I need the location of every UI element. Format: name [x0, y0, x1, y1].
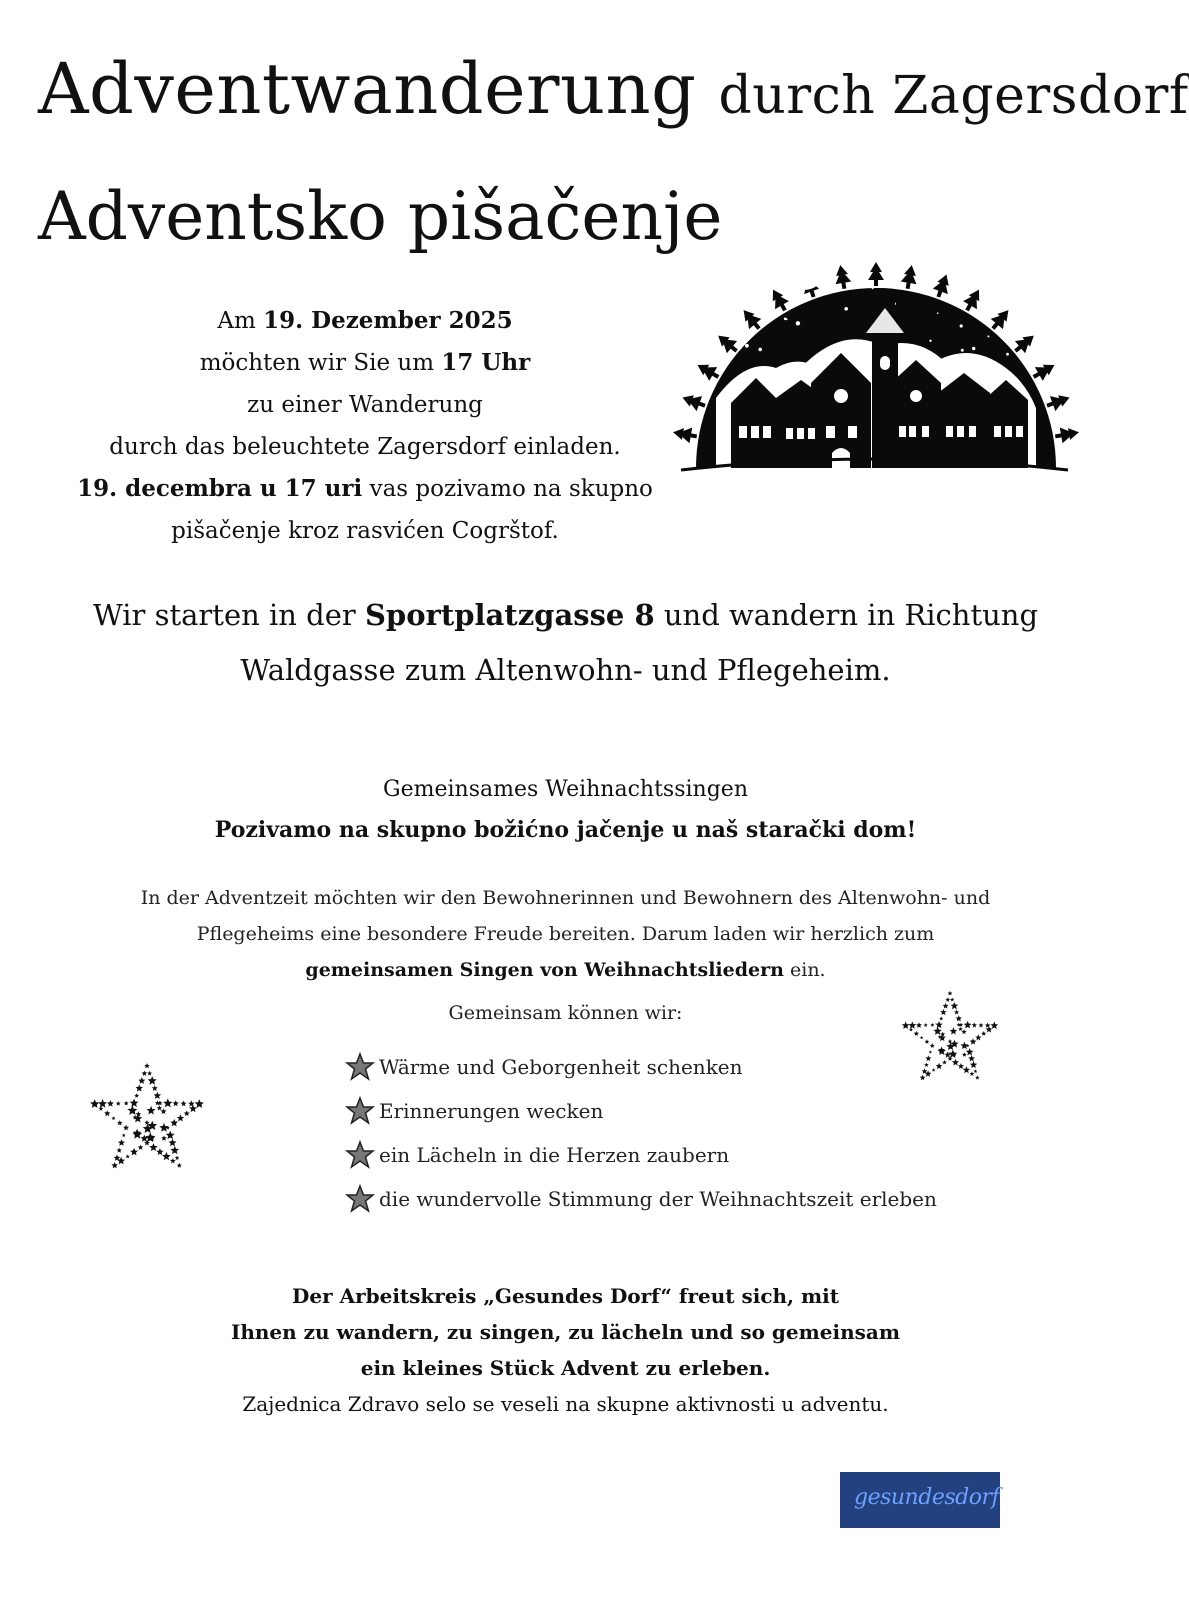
star-bullet-icon [345, 1096, 375, 1126]
winter-village-silhouette-icon [676, 168, 1070, 480]
dotted-star-icon [88, 1062, 206, 1180]
closing-block [60, 1278, 1071, 1422]
invitation-text: Am [217, 308, 264, 334]
singing-heading: Gemeinsames Weihnachtssingen [383, 777, 748, 802]
invitation-text-croatian: vas pozivamo na skupno [362, 476, 653, 502]
list-item-text: ein Lächeln in die Herzen zaubern [379, 1143, 730, 1167]
list-item [345, 1045, 937, 1089]
route-destination: Waldgasse zum Altenwohn- und Pflegeheim. [240, 653, 891, 687]
event-time: 17 Uhr [441, 349, 531, 376]
star-bullet-icon [345, 1052, 375, 1082]
paragraph-emphasis: gemeinsamen Singen von Weihnachtsliedern [305, 959, 784, 981]
closing-text: Ihnen zu wandern, zu singen, zu lächeln und so gemeinsam [230, 1320, 901, 1344]
route-block [60, 588, 1071, 698]
list-item [345, 1089, 937, 1133]
logo-text: gesundesdorf [854, 1485, 1000, 1510]
list-item [345, 1177, 937, 1221]
route-text: Wir starten in der [92, 598, 365, 632]
event-date-croatian: 19. decembra u 17 uri [77, 475, 363, 502]
closing-text: ein kleines Stück Advent zu erleben. [360, 1356, 771, 1380]
title-rest: durch Zagersdorf [718, 66, 1189, 126]
closing-text: Der Arbeitskreis „Gesundes Dorf“ freut sich, mit [292, 1284, 839, 1308]
dotted-star-icon [900, 990, 1000, 1090]
paragraph-text: In der Adventzeit möchten wir den Bewohnerinnen und Bewohnern des Altenwohn- und Pflegeheims eine besondere Freude bereiten. Darum laden wir herzlich zum [140, 887, 991, 945]
page-title-croatian: Adventsko pišačenje [38, 178, 723, 255]
singing-heading-croatian: Pozivamo na skupno božićno jačenje u naš starački dom! [214, 817, 917, 843]
benefits-list [345, 1045, 937, 1221]
paragraph-text: ein. [783, 959, 826, 981]
singing-paragraph [120, 880, 1011, 988]
event-date: 19. Dezember 2025 [263, 307, 513, 334]
start-address: Sportplatzgasse 8 [364, 598, 655, 632]
invitation-text-croatian: pišačenje kroz rasvićen Cogrštof. [171, 518, 559, 544]
list-intro: Gemeinsam können wir: [448, 1002, 683, 1024]
title-main: Adventwanderung [38, 48, 697, 130]
invitation-block [60, 300, 670, 552]
invitation-text: zu einer Wanderung [247, 392, 483, 418]
page-title [38, 48, 1189, 130]
gesundes-dorf-logo [840, 1472, 1000, 1528]
list-item-text: die wundervolle Stimmung der Weihnachtszeit erleben [379, 1187, 937, 1211]
closing-text-croatian: Zajednica Zdravo selo se veseli na skupne aktivnosti u adventu. [242, 1392, 889, 1416]
list-item-text: Erinnerungen wecken [379, 1099, 604, 1123]
list-item [345, 1133, 937, 1177]
singing-heading-block [60, 770, 1071, 850]
star-bullet-icon [345, 1140, 375, 1170]
invitation-text: möchten wir Sie um [199, 350, 442, 376]
invitation-text: durch das beleuchtete Zagersdorf einladen. [109, 434, 621, 460]
route-text: und wandern in Richtung [654, 598, 1039, 632]
list-item-text: Wärme und Geborgenheit schenken [379, 1055, 743, 1079]
star-bullet-icon [345, 1184, 375, 1214]
